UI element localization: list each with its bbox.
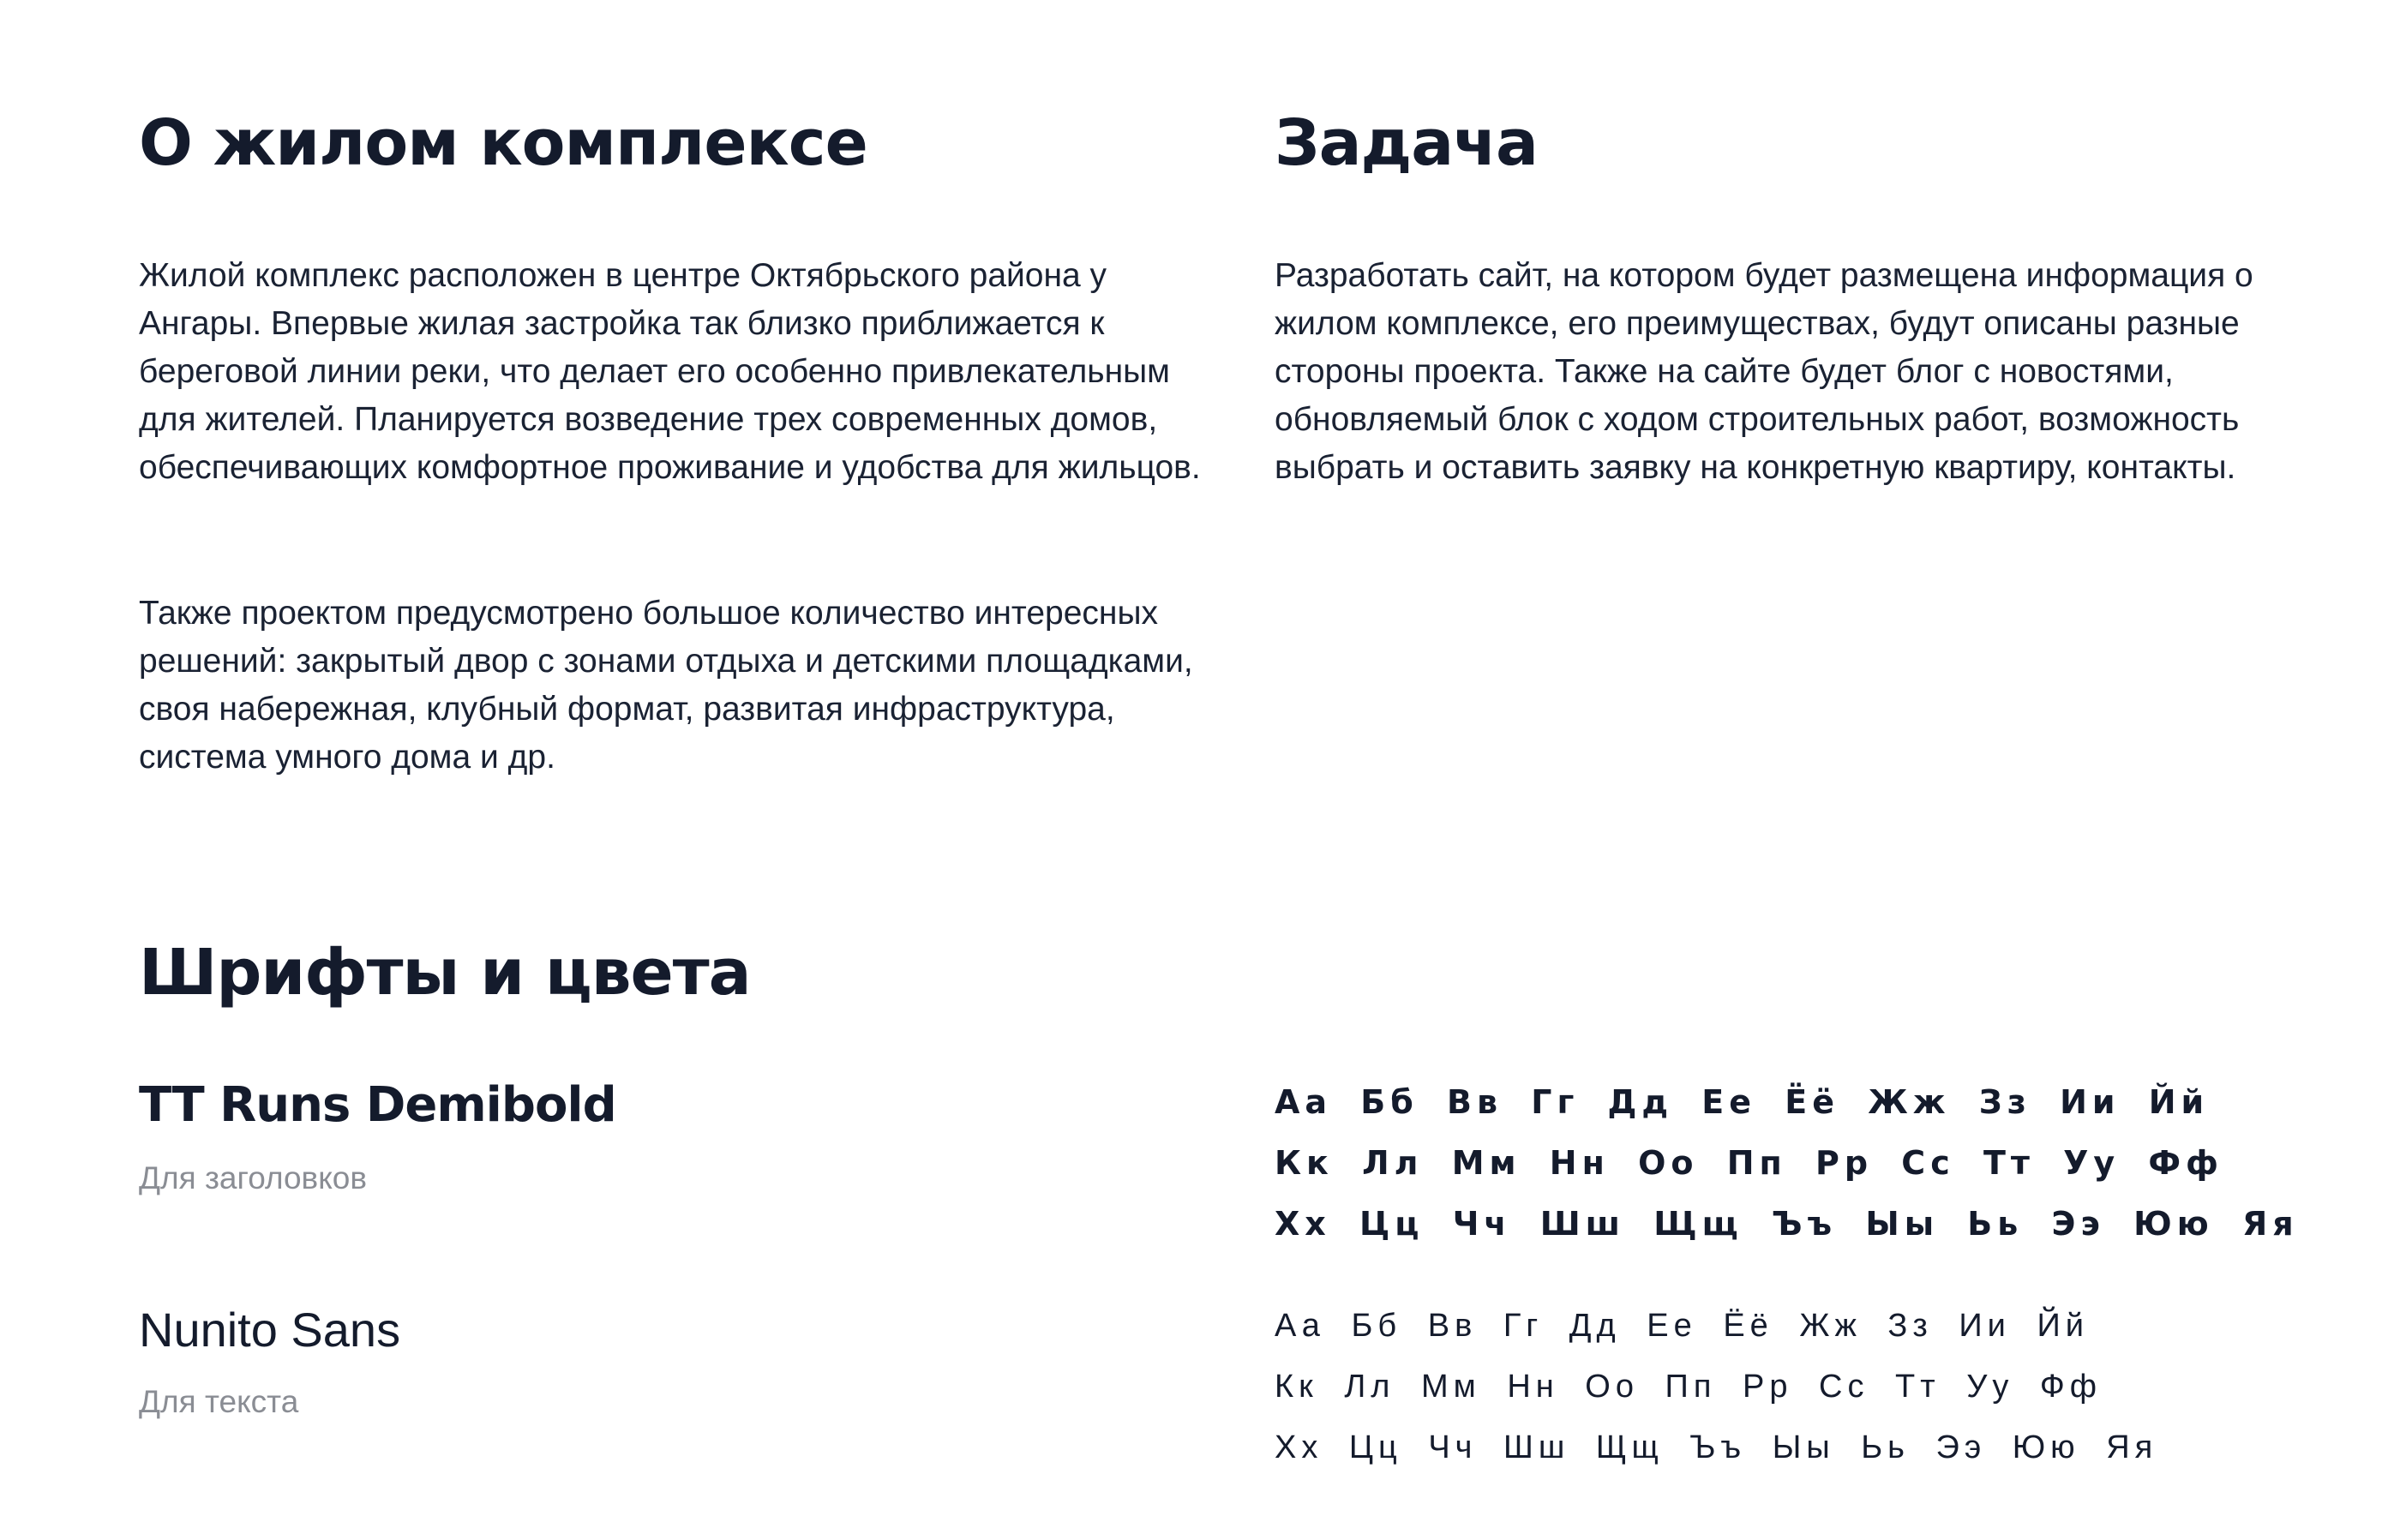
heading-font-usage: Для заголовков: [139, 1160, 368, 1195]
text-font-name: Nunito Sans: [139, 1303, 401, 1357]
about-paragraph-1: Жилой комплекс расположен в центре Октябрьского района у Ангары. Впервые жилая застройка так близко приближается к береговой линии реки, что делает его особенно привлекательным для жителей. Планируется возведение трех современных домов, обеспечивающих комфортное проживание и удобства для жильцов.: [139, 257, 1201, 486]
alphabet-row: Хх Цц Чч Шш Щщ Ъъ Ыы Ьь Ээ Юю Яя: [1275, 1429, 2158, 1465]
alphabet-row: Аа Бб Вв Гг Дд Ее Ёё Жж Зз Ии Йй: [1275, 1083, 2210, 1121]
alphabet-row: Аа Бб Вв Гг Дд Ее Ёё Жж Зз Ии Йй: [1275, 1308, 2090, 1344]
alphabet-row: Хх Цц Чч Шш Щщ Ъъ Ыы Ьь Ээ Юю Яя: [1275, 1205, 2299, 1243]
heading-font-alphabet: [1275, 1072, 2299, 1255]
text-font-alphabet: [1275, 1296, 2157, 1478]
task-title: Задача: [1275, 106, 1538, 180]
about-title: О жилом комплексе: [139, 106, 867, 180]
alphabet-row: Кк Лл Мм Нн Оо Пп Рр Сс Тт Уу Фф: [1275, 1369, 2103, 1405]
typography-title: Шрифты и цвета: [139, 936, 751, 1010]
task-paragraph: Разработать сайт, на котором будет размещена информация о жилом комплексе, его преимуществах, будут описаны разные стороны проекта. Также на сайте будет блог с новостями, обновляемый блок с ходом строительных работ, возможность выбрать и оставить заявку на конкретную квартиру, контакты.: [1275, 257, 2253, 486]
alphabet-row: Кк Лл Мм Нн Оо Пп Рр Сс Тт Уу Фф: [1275, 1144, 2223, 1182]
text-font-usage: Для текста: [139, 1384, 299, 1419]
about-paragraph-2: Также проектом предусмотрено большое количество интересных решений: закрытый двор с зонами отдыха и детскими площадками, своя набережная, клубный формат, развитая инфраструктура, система умного дома и др.: [139, 595, 1193, 776]
heading-font-name: TT Runs Demibold: [139, 1077, 616, 1133]
